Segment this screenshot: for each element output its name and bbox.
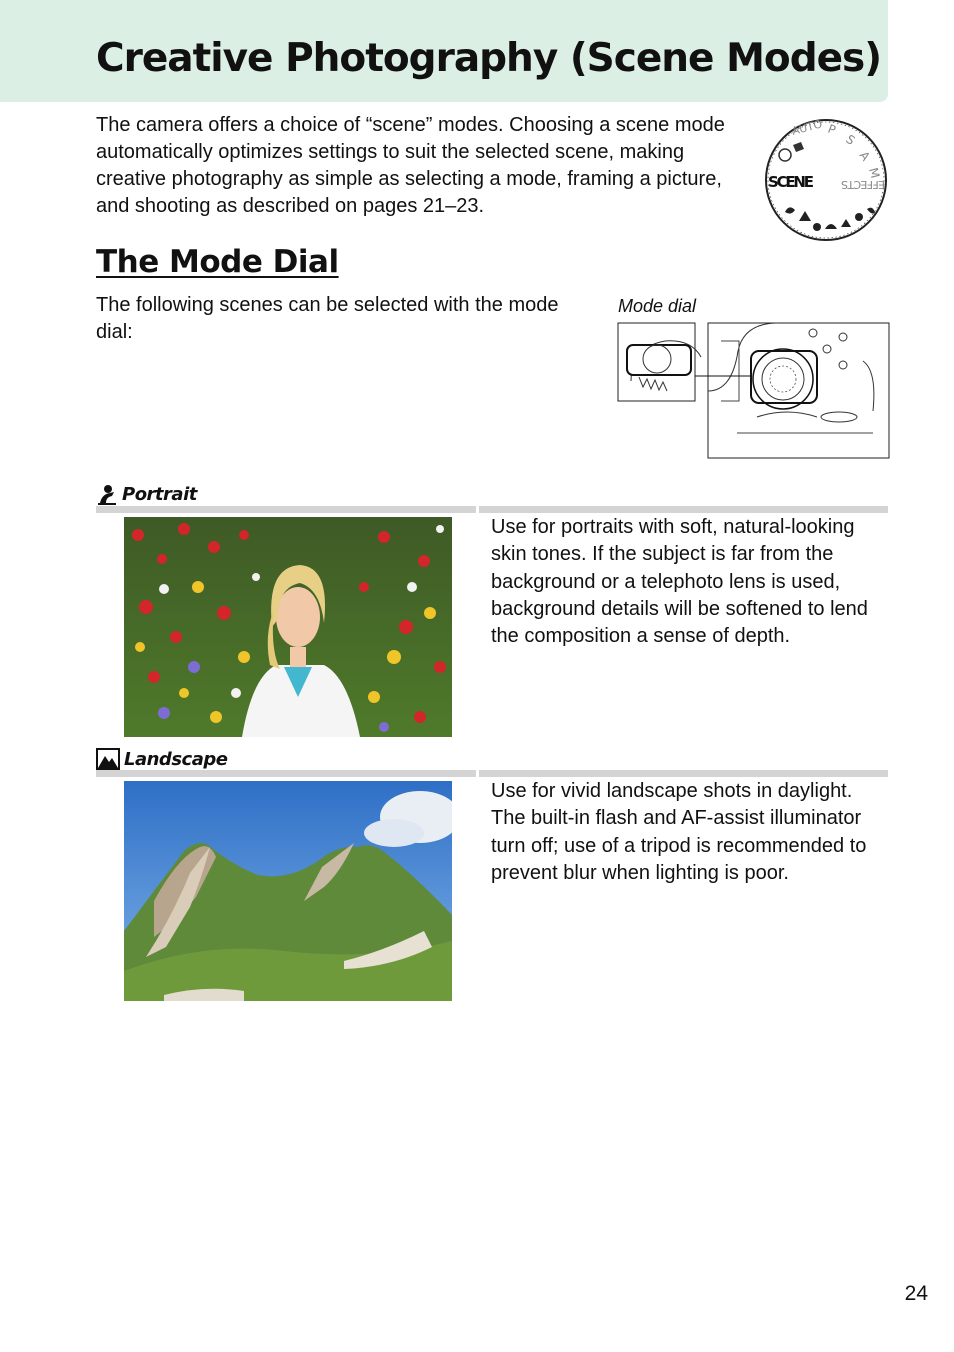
mode-label-landscape (96, 746, 227, 770)
mode-name: Portrait (122, 484, 197, 505)
dial-scene-label: SCENE (768, 173, 814, 191)
landscape-icon (96, 748, 120, 770)
mode-name: Landscape (124, 749, 228, 770)
dial-s-label: S (843, 131, 858, 148)
mode-description: Use for vivid landscape shots in daylight. The built-in flash and AF-assist illuminator turn off; use of a tripod is recommended to prevent blur when lighting is poor. (491, 780, 867, 884)
mode-description: Use for portraits with soft, natural-looking skin tones. If the subject is far from the background or a telephoto lens is used, background details will be softened to lend the composition a sense of depth. (491, 516, 868, 648)
dial-a-label: A (856, 148, 873, 164)
mode-dial-caption: Mode dial (618, 296, 697, 316)
page-title: Creative Photography (Scene Modes) (96, 36, 882, 81)
intro-text: The camera offers a choice of “scene” modes. Choosing a scene mode automatically optimizes settings to suit the selected scene, making creative photography as simple as selecting a mode, framing a picture, and shooting as described on pages 21–23. (96, 114, 725, 217)
camera-mode-dial-illustration (617, 321, 890, 461)
section-rule (96, 770, 888, 777)
dial-auto-label: AUTO (790, 117, 824, 138)
portrait-icon (96, 483, 118, 505)
dial-m-label: M (866, 166, 883, 180)
portrait-photo (124, 517, 452, 737)
section-text: The following scenes can be selected with the mode dial: (96, 294, 559, 343)
mode-label-portrait (96, 481, 197, 505)
dial-effects-label: EFFECTS (841, 178, 885, 191)
section-rule (96, 506, 888, 513)
page-number: 24 (904, 1282, 928, 1305)
landscape-photo (124, 781, 452, 1001)
scene-mode-dial-icon (763, 117, 889, 243)
section-heading: The Mode Dial (96, 244, 339, 280)
dial-p-label: P (825, 121, 838, 138)
